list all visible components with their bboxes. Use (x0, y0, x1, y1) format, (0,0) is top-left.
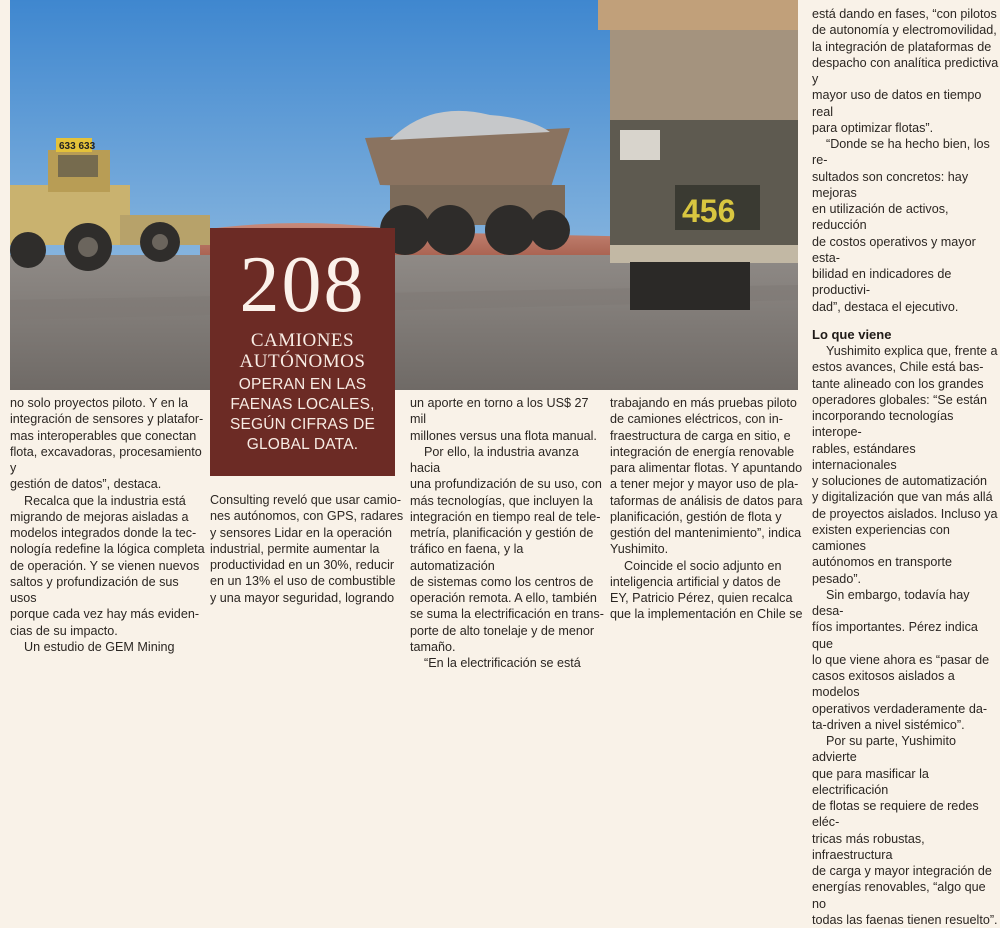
text-line: que la implementación en Chile se (610, 607, 803, 622)
paragraph (812, 6, 1000, 136)
text-line: estos avances, Chile está bas- (812, 360, 984, 375)
paragraph (410, 655, 605, 671)
text-line: casos exitosos aislados a modelos (812, 669, 955, 700)
text-line: Coincide el socio adjunto en (624, 558, 782, 573)
stat-headline-line: AUTÓNOMOS (239, 351, 366, 372)
text-line: para alimentar flotas. Y apuntando (610, 461, 803, 475)
text-line: dad”, destaca el ejecutivo. (812, 299, 959, 314)
text-line: energías renovables, “algo que no (812, 880, 986, 911)
text-line: integración en tiempo real de tele- (410, 509, 601, 524)
text-line: de camiones eléctricos, con in- (610, 412, 783, 427)
text-line: modelos integrados donde la tec- (10, 526, 197, 540)
paragraph (10, 395, 205, 493)
text-line: de costos operativos y mayor esta- (812, 234, 976, 265)
text-line: y una mayor seguridad, logrando (210, 590, 395, 605)
text-line: gestión de datos”, destaca. (10, 477, 162, 492)
text-line: y sensores Lidar en la operación (210, 525, 393, 540)
text-line: “En la electrificación se está (424, 656, 581, 670)
text-line: nología redefine la lógica completa (10, 542, 205, 557)
paragraph (10, 493, 205, 639)
mining-trucks-photo (10, 0, 798, 390)
text-line: despacho con analítica predictiva y (812, 55, 999, 86)
stat-description (210, 375, 395, 455)
text-line: metría, planificación y gestión de (410, 526, 594, 540)
text-line: operación remota. A ello, también (410, 591, 597, 605)
text-line: de autonomía y electromovilidad, (812, 23, 997, 38)
text-line: trabajando en más pruebas piloto (610, 396, 797, 410)
text-line: de operación. Y se vienen nuevos (10, 558, 200, 573)
text-line: rables, estándares internacionales (812, 441, 916, 472)
text-line: Recalca que la industria está (24, 493, 186, 508)
paragraph (10, 639, 205, 655)
text-line: cias de su impacto. (10, 623, 118, 638)
text-line: no solo proyectos piloto. Y en la (10, 396, 189, 410)
stat-description-line: GLOBAL DATA. (246, 436, 359, 453)
text-line: de proyectos aislados. Incluso ya (812, 506, 998, 521)
text-line: Yushimito. (610, 542, 669, 557)
paragraph (812, 343, 1000, 587)
text-line: “Donde se ha hecho bien, los re- (812, 137, 990, 168)
text-line: gestión del mantenimiento”, indica (610, 526, 802, 540)
text-line: Por ello, la industria avanza hacia (410, 444, 579, 475)
text-line: en utilización de activos, reducción (812, 202, 949, 233)
text-line: y soluciones de automatización (812, 474, 988, 488)
text-line: productividad en un 30%, reducir (210, 558, 395, 572)
text-line: ta-driven a nivel sistémico”. (812, 717, 965, 732)
text-line: migrando de mejoras aisladas a (10, 509, 189, 524)
text-line: sultados son concretos: hay mejoras (812, 169, 969, 200)
text-line: taformas de análisis de datos para (610, 493, 803, 508)
text-line: se suma la electrificación en trans- (410, 607, 604, 622)
stat-headline (210, 330, 395, 372)
text-line: Sin embargo, todavía hay desa- (812, 587, 970, 618)
text-line: millones versus una flota manual. (410, 428, 597, 443)
text-line: de carga y mayor integración de (812, 864, 992, 878)
text-line: operativos verdaderamente da- (812, 701, 988, 716)
text-line: industrial, permite aumentar la (210, 541, 380, 556)
text-line: tamaño. (410, 639, 456, 654)
paragraph (610, 395, 805, 558)
text-line: flota, excavadoras, procesamiento y (10, 444, 202, 475)
stat-callout (210, 228, 395, 476)
column-5-top (812, 6, 1000, 315)
text-line: en un 13% el uso de combustible (210, 574, 396, 589)
text-line: tante alineado con los grandes (812, 376, 984, 391)
section-heading: Lo que viene (812, 326, 892, 342)
paragraph (812, 733, 1000, 928)
stat-description-line: SEGÚN CIFRAS DE (229, 416, 376, 433)
text-line: bilidad en indicadores de productivi- (812, 267, 952, 298)
text-line: fraestructura de carga en sitio, e (610, 428, 791, 443)
article-column-5 (812, 6, 1000, 928)
paragraph (812, 136, 1000, 315)
text-line: porte de alto tonelaje y de menor (410, 623, 595, 638)
article-column-3 (410, 395, 605, 671)
stat-headline-line: CAMIONES (250, 330, 355, 351)
text-line: todas las faenas tienen resuelto”. (812, 912, 998, 927)
text-line: más tecnologías, que incluyen la (410, 493, 593, 508)
truck-plate: 456 (682, 193, 736, 229)
text-line: porque cada vez hay más eviden- (10, 607, 200, 622)
text-line: de sistemas como los centros de (410, 574, 594, 589)
text-line: tricas más robustas, infraestructura (812, 831, 925, 862)
text-line: tráfico en faena, y la automatización (410, 542, 524, 573)
stat-number: 208 (239, 241, 366, 329)
column-5-bottom (812, 343, 1000, 928)
article-column-4 (610, 395, 805, 623)
paragraph (610, 558, 805, 623)
text-line: para optimizar flotas”. (812, 120, 934, 135)
text-line: mas interoperables que conectan (10, 428, 197, 443)
text-line: Por su parte, Yushimito advierte (812, 734, 956, 765)
text-line: y digitalización que van más allá (812, 490, 993, 505)
loader-plate: 633 633 (59, 141, 96, 152)
stat-description-line: OPERAN EN LAS (238, 376, 367, 393)
text-line: Yushimito explica que, frente a (826, 344, 998, 358)
text-line: mayor uso de datos en tiempo real (812, 88, 982, 119)
text-line: integración de sensores y platafor- (10, 412, 204, 427)
text-line: una profundización de su uso, con (410, 477, 602, 492)
text-line: nes autónomos, con GPS, radares (210, 509, 404, 524)
text-line: un aporte en torno a los US$ 27 mil (410, 396, 589, 427)
text-line: Consulting reveló que usar camio- (210, 493, 402, 507)
text-line: saltos y profundización de sus usos (10, 574, 179, 605)
text-line: incorporando tecnologías interope- (812, 409, 954, 440)
text-line: operadores globales: “Se están (812, 392, 988, 407)
paragraph (812, 587, 1000, 733)
article-column-2 (210, 492, 405, 606)
paragraph (410, 395, 605, 444)
paragraph (210, 492, 405, 606)
text-line: autónomos en transporte pesado”. (812, 555, 953, 586)
paragraph (410, 444, 605, 655)
article-column-1 (10, 395, 205, 655)
text-line: Un estudio de GEM Mining (24, 639, 175, 654)
text-line: fíos importantes. Pérez indica que (812, 620, 978, 651)
text-line: está dando en fases, “con pilotos (812, 7, 997, 21)
text-line: existen experiencias con camiones (812, 522, 950, 553)
text-line: de flotas se requiere de redes eléc- (812, 799, 979, 830)
text-line: inteligencia artificial y datos de (610, 574, 781, 589)
text-line: la integración de plataformas de (812, 39, 992, 54)
text-line: que para masificar la electrificación (812, 766, 929, 797)
stat-description-line: FAENAS LOCALES, (230, 396, 375, 413)
text-line: lo que viene ahora es “pasar de (812, 652, 990, 667)
text-line: integración de energía renovable (610, 444, 795, 459)
text-line: a tener mejor y mayor uso de pla- (610, 477, 799, 492)
text-line: planificación, gestión de flota y (610, 509, 782, 524)
text-line: EY, Patricio Pérez, quien recalca (610, 591, 793, 605)
